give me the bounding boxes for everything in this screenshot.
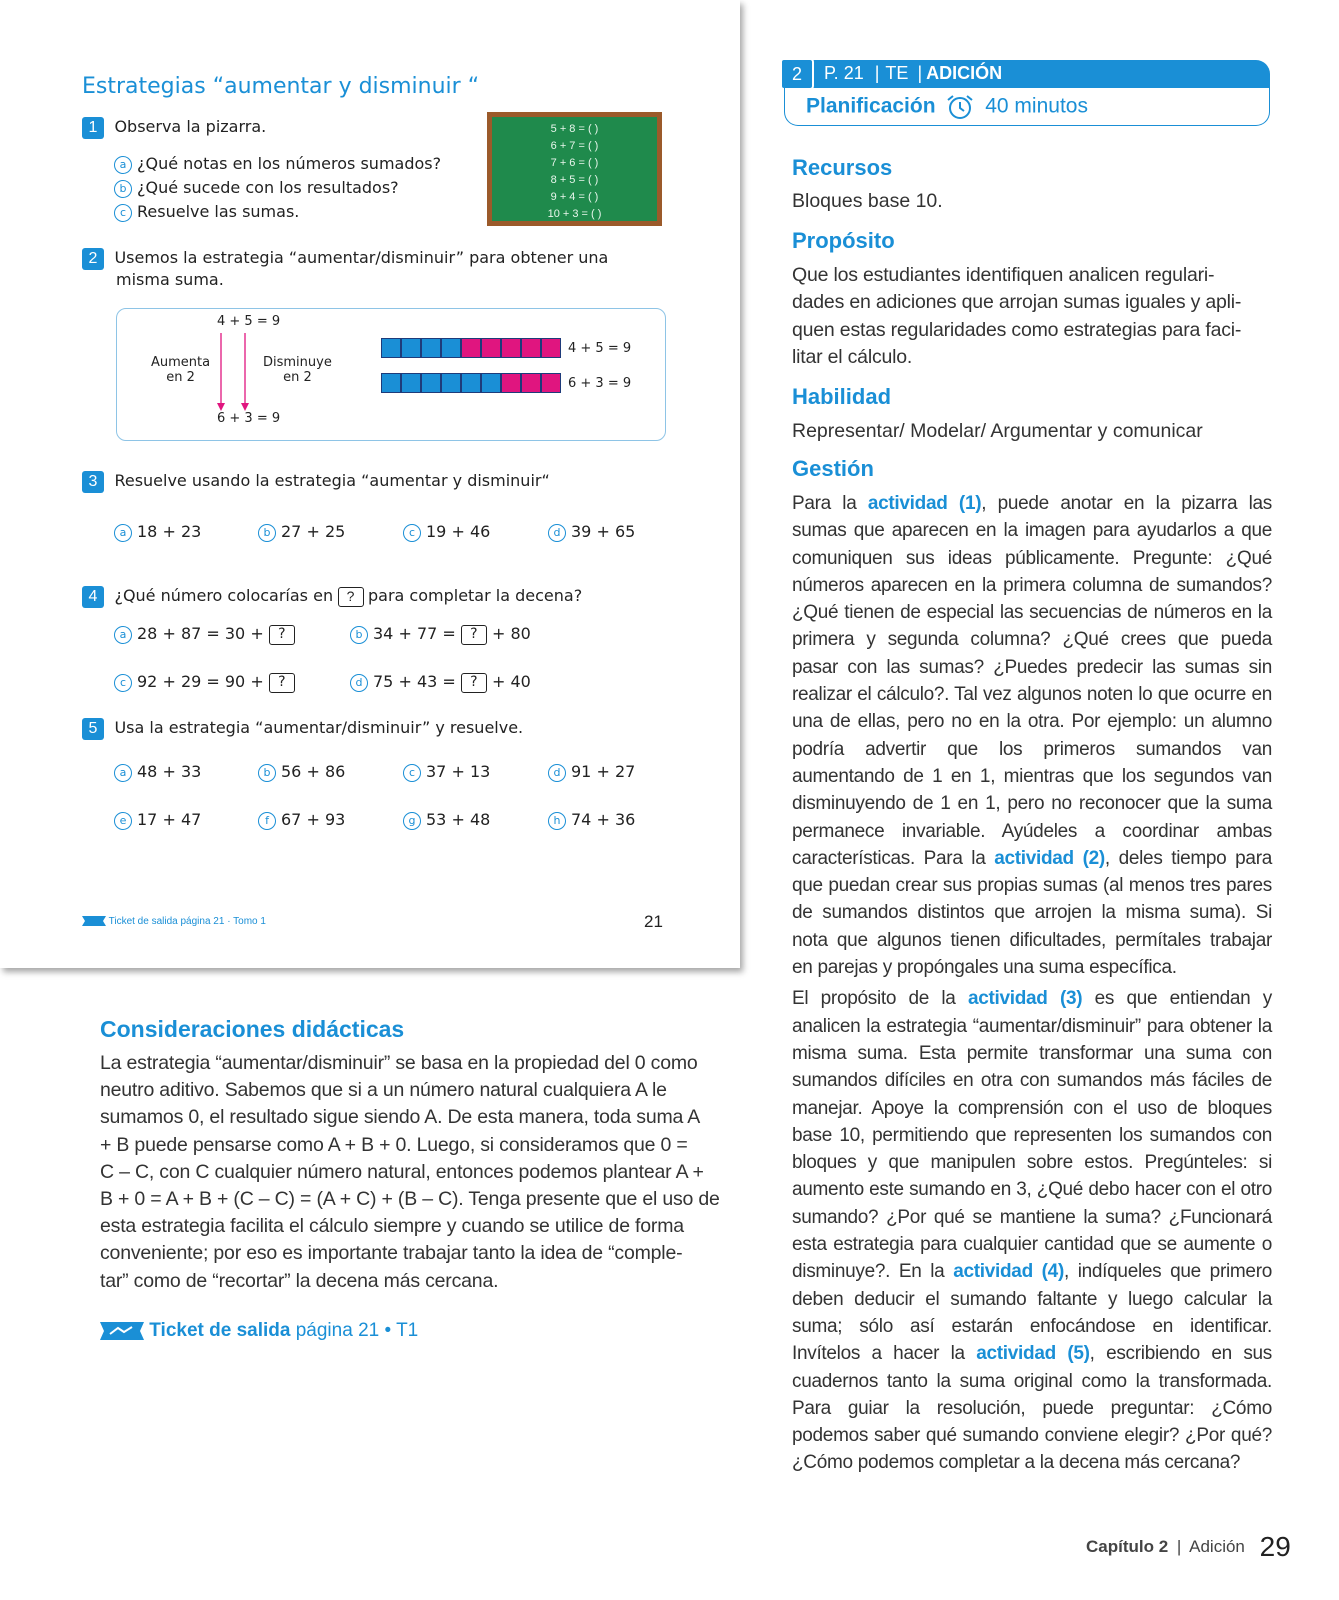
activity-number: 4	[82, 586, 104, 608]
consid-title: Consideraciones didácticas	[100, 1016, 405, 1042]
top-equation: 4 + 5 = 9	[217, 314, 281, 329]
activity-number: 5	[82, 718, 104, 740]
page-title: Estrategias “aumentar y disminuir “	[82, 74, 480, 99]
answer-box: ?	[269, 625, 295, 645]
proposito-text: Que los estudiantes identifiquen analicen regulari- dades en adiciones que arrojan sumas iguales y apli- quen estas regularidades como estrategias para faci- litar el cálculo.	[792, 264, 1242, 368]
exercise-item: b 27 + 25	[258, 522, 345, 542]
activity-4: 4 ¿Qué número colocarías en ? para completar la decena?	[82, 586, 582, 608]
exercise-item: c 19 + 46	[403, 522, 490, 542]
answer-box: ?	[461, 673, 487, 693]
board-line: 8 + 5 = ( )	[550, 174, 599, 186]
habilidad-text: Representar/ Modelar/ Argumentar y comunicar	[792, 420, 1203, 442]
gestion-title: Gestión	[792, 456, 874, 481]
activity-instruction: Observa la pizarra.	[114, 117, 267, 136]
ticket-icon	[100, 1322, 144, 1340]
consid-body: La estrategia “aumentar/disminuir” se basa en la propiedad del 0 como neutro aditivo. Sabemos que si a un número natural cualquiera A le sumamos 0, el resultado sigue siendo A. De esta manera, toda suma A + B puede pensarse como A + B + 0. Luego, si consideramos que 0 = C – C, con C cualquier número natural, entonces podemos plantear A + B + 0 = A + B + (C – C) = (A + C) + (B – C). Tenga presente que el uso de esta estrategia facilita el cálculo siempre y cuando se utilice de forma conveniente; por eso es importante trabajar tanto la idea de “comple- tar” como de “recortar” la decena más cercana.	[100, 1052, 720, 1292]
answer-box: ?	[269, 673, 295, 693]
alarm-clock-icon	[945, 94, 975, 120]
activity-1	[82, 117, 266, 139]
activity-instruction: Usa la estrategia “aumentar/disminuir” y resuelve.	[114, 718, 524, 737]
planning-line: Planificación 40 minutos	[806, 94, 1088, 120]
activity-3	[82, 471, 550, 493]
row-2-equation: 6 + 3 = 9	[568, 376, 632, 391]
habilidad-title: Habilidad	[792, 384, 892, 409]
student-footer: Ticket de salida página 21 · Tomo 1	[82, 916, 266, 927]
proposito-title: Propósito	[792, 228, 895, 253]
arrows-icon	[212, 331, 257, 411]
blocks-row-2	[381, 373, 561, 393]
exercise-item: a 18 + 23	[114, 522, 201, 542]
activity-2	[82, 248, 642, 289]
exercise-item: e 17 + 47	[114, 810, 201, 830]
exercise-item: d 91 + 27	[548, 762, 635, 782]
header-breadcrumb: P. 21 | TE | ADICIÓN	[824, 63, 1003, 83]
chalkboard	[487, 112, 662, 226]
exercise-item: h 74 + 36	[548, 810, 635, 830]
row-1-equation: 4 + 5 = 9	[568, 341, 632, 356]
bottom-equation: 6 + 3 = 9	[217, 411, 281, 426]
exercise-item: b 56 + 86	[258, 762, 345, 782]
planning-header	[780, 58, 1270, 126]
exercise-item: a 28 + 87 = 30 + ?	[114, 624, 295, 645]
answer-box: ?	[461, 625, 487, 645]
activity-instruction: Usemos la estrategia “aumentar/disminuir” para obtener una	[114, 248, 609, 267]
blocks-row-1	[381, 338, 561, 358]
answer-box: ?	[338, 587, 364, 607]
gestion-text: Para la actividad (1), puede anotar en la pizarra las sumas que aparecen en la imagen para ayudarlos a que comuniquen sus ideas públicamente. Pregunte: ¿Qué números aparecen en la primera columna de sumandos? ¿Qué tienen de especial las secuencias de números en la primera y segunda columna? ¿Qué crees que pueda pasar con las sumas? ¿Puedes predecir las sumas sin realizar el cálculo?. Tal vez algunos noten lo que ocurre en una de ellas, pero no en la otra. Por ejemplo: un alumno podría advertir que los primeros sumandos van aumentando de 1 en 1, mientras que los segundos van disminuyendo de 1 en 1, pero no reconocer que la suma permanece invariable. Ayúdeles a coordinar ambas características. Para la actividad (2), deles tiempo para que puedan crear sus propias sumas (al menos tres pares de sumandos distintos que arrojen la misma suma). Si nota que algunos tienen dificultades, permítales trabajar en parejas y propóngales una suma específica. El propósito de la actividad (3) es que entiendan y analicen la estrategia “aumentar/disminuir” para obtener la misma suma. Esta permite transformar una suma con sumandos difíciles en otra con sumandos más fáciles de manejar. Apoye la comprensión con el uso de bloques base 10, permitiendo que representen los sumandos con bloques y que manipulen sobre estos. Pregúnteles: si aumento este sumando en 3, ¿Qué debo hacer con el otro sumando? ¿Por qué se mantiene la suma? ¿Funcionará esta estrategia para cualquier cantidad que se aumente o disminuye?. En la actividad (4), indíqueles que primero deben deducir el sumando faltante y luego calcular la suma; sólo así estarán enfocándose en identificar. Invítelos a hacer la actividad (5), escribiendo en sus cuadernos tanto la suma original como la transformada. Para guiar la resolución, puede preguntar: ¿Cómo podemos saber qué sumando conviene elegir? ¿Por qué? ¿Cómo podemos completar a la decena más cercana?	[792, 493, 1272, 1474]
section-number: 2	[780, 58, 814, 90]
page-number: 29	[1259, 1531, 1291, 1562]
increase-label: Aumenta en 2	[151, 355, 211, 385]
decrease-label: Disminuye en 2	[263, 355, 332, 385]
chapter-footer: Capítulo 2 | Adición 29	[1086, 1531, 1291, 1562]
activity-number: 1	[82, 117, 104, 139]
recursos-text: Bloques base 10.	[792, 190, 943, 212]
question-item: b ¿Qué sucede con los resultados?	[114, 176, 441, 200]
student-page	[0, 0, 740, 968]
exercise-item: f 67 + 93	[258, 810, 345, 830]
recursos-title: Recursos	[792, 155, 893, 180]
activity-5	[82, 718, 523, 740]
question-item: a ¿Qué notas en los números sumados?	[114, 152, 441, 176]
board-line: 6 + 7 = ( )	[550, 140, 599, 152]
activity-number: 3	[82, 471, 104, 493]
board-line: 5 + 8 = ( )	[550, 123, 599, 135]
exercise-item: d 75 + 43 = ? + 40	[350, 672, 531, 693]
question-item: c Resuelve las sumas.	[114, 200, 441, 224]
board-line: 9 + 4 = ( )	[550, 191, 599, 203]
activity-instruction-cont: misma suma.	[116, 270, 224, 289]
consid-ticket: Ticket de salida página 21 • T1	[100, 1320, 418, 1342]
activity-instruction: Resuelve usando la estrategia “aumentar y disminuir“	[114, 471, 550, 490]
board-line: 10 + 3 = ( )	[547, 208, 602, 220]
exercise-item: b 34 + 77 = ? + 80	[350, 624, 531, 645]
ticket-icon	[82, 916, 106, 926]
student-page-number: 21	[644, 912, 663, 931]
exercise-item: g 53 + 48	[403, 810, 490, 830]
strategy-diagram	[116, 308, 666, 441]
activity-number: 2	[82, 248, 104, 270]
board-line: 7 + 6 = ( )	[550, 157, 599, 169]
activity-1-questions	[114, 152, 441, 224]
exercise-item: c 37 + 13	[403, 762, 490, 782]
exercise-item: d 39 + 65	[548, 522, 635, 542]
exercise-item: a 48 + 33	[114, 762, 201, 782]
exercise-item: c 92 + 29 = 90 + ?	[114, 672, 295, 693]
